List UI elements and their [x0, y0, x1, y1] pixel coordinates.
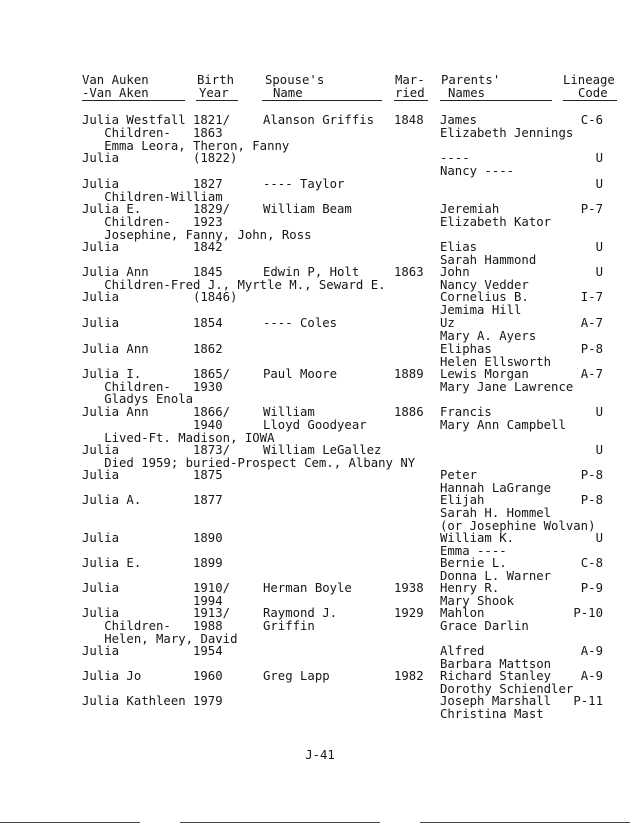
entry-name: Julia [82, 177, 120, 191]
entry-code: A-7 [580, 367, 603, 381]
entry-name: Julia [82, 581, 120, 595]
entry-name: Julia [82, 290, 120, 304]
header-rule-spouse [262, 100, 382, 101]
entry-parents: Dorothy Schiendler [440, 682, 574, 696]
entry-parents: Cornelius B. [440, 290, 529, 304]
entry-spouse: Lloyd Goodyear [263, 418, 367, 432]
header-parents-line1: Parents' [441, 73, 501, 87]
header-married-line2: ried [395, 86, 425, 100]
entry-code: C-8 [580, 556, 603, 570]
entry-name: Julia [82, 468, 120, 482]
entry-spouse: Raymond J. [263, 606, 338, 620]
entry-code: U [595, 531, 603, 545]
entry-year: 1910/ [193, 581, 231, 595]
entry-code: P-8 [580, 342, 603, 356]
entry-married: 1889 [394, 367, 424, 381]
entry-name: Julia [82, 443, 120, 457]
header-rule-birth [196, 100, 238, 101]
entry-parents: Peter [440, 468, 478, 482]
entry-code: P-9 [580, 581, 603, 595]
entry-parents: Emma ---- [440, 544, 507, 558]
entry-name: Julia Ann [82, 405, 149, 419]
entry-married: 1938 [394, 581, 424, 595]
entry-parents: Uz [440, 316, 455, 330]
entry-parents: ---- [440, 151, 470, 165]
entry-parents: Francis [440, 405, 492, 419]
header-name-line2: -Van Aken [82, 86, 149, 100]
entry-spouse: ---- Coles [263, 316, 338, 330]
entry-year: 1866/ [193, 405, 231, 419]
entry-code: U [595, 443, 603, 457]
entry-name: Julia Ann [82, 265, 149, 279]
entry-name: Children- [82, 380, 171, 394]
bottom-rule-middle [180, 822, 380, 823]
entry-parents: Mary Jane Lawrence [440, 380, 574, 394]
entry-year: 1954 [193, 644, 223, 658]
entry-parents: Nancy ---- [440, 164, 515, 178]
entry-year: 1923 [193, 215, 223, 229]
entry-parents: Mary A. Ayers [440, 329, 537, 343]
entry-parents: Barbara Mattson [440, 657, 552, 671]
entry-spouse: Edwin P, Holt [263, 265, 360, 279]
entry-year: 1960 [193, 669, 223, 683]
entry-spouse: William Beam [263, 202, 352, 216]
entry-parents: (or Josephine Wolvan) [440, 519, 596, 533]
entry-married: 1886 [394, 405, 424, 419]
entry-parents: Elizabeth Jennings [440, 126, 574, 140]
entry-name: Lived-Ft. Madison, IOWA [82, 431, 275, 445]
entry-name: Helen, Mary, David [82, 632, 238, 646]
entry-year: 1994 [193, 594, 223, 608]
entry-parents: Elias [440, 240, 478, 254]
entry-parents: William K. [440, 531, 515, 545]
entry-name: Julia Westfall [82, 113, 186, 127]
entry-code: P-8 [580, 468, 603, 482]
entry-code: U [595, 265, 603, 279]
entry-married: 1863 [394, 265, 424, 279]
entry-name: Julia A. [82, 493, 142, 507]
entry-parents: Sarah H. Hommel [440, 506, 552, 520]
entry-year: 1854 [193, 316, 223, 330]
entry-code: A-7 [580, 316, 603, 330]
entry-married: 1982 [394, 669, 424, 683]
entry-parents: Mary Ann Campbell [440, 418, 566, 432]
entry-parents: Lewis Morgan [440, 367, 529, 381]
entry-name: Gladys Enola [82, 392, 194, 406]
entry-parents: Nancy Vedder [440, 278, 529, 292]
entry-name: Josephine, Fanny, John, Ross [82, 228, 312, 242]
header-rule-married [394, 100, 428, 101]
entry-parents: Bernie L. [440, 556, 507, 570]
entry-code: P-7 [580, 202, 603, 216]
entry-parents: Grace Darlin [440, 619, 529, 633]
entry-name: Julia E. [82, 202, 142, 216]
entry-code: U [595, 405, 603, 419]
entry-name: Children- [82, 215, 171, 229]
entry-parents: Joseph Marshall [440, 694, 552, 708]
entry-parents: Elizabeth Kator [440, 215, 552, 229]
entry-year: 1979 [193, 694, 223, 708]
header-birth-line1: Birth [197, 73, 235, 87]
header-parents-line2: Names [448, 86, 486, 100]
entry-parents: Elijah [440, 493, 485, 507]
entry-year: 1890 [193, 531, 223, 545]
entry-name: Julia [82, 606, 120, 620]
entry-year: 1875 [193, 468, 223, 482]
entry-parents: James [440, 113, 478, 127]
header-name-line1: Van Auken [82, 73, 149, 87]
entry-parents: Donna L. Warner [440, 569, 552, 583]
entry-name: Julia E. [82, 556, 142, 570]
header-rule-lineage [563, 100, 617, 101]
entry-code: C-6 [580, 113, 603, 127]
entry-year: 1842 [193, 240, 223, 254]
entry-code: I-7 [580, 290, 603, 304]
header-spouse-line2: Name [273, 86, 303, 100]
entry-spouse: William LeGallez [263, 443, 382, 457]
entry-parents: Richard Stanley [440, 669, 552, 683]
entry-name: Julia I. [82, 367, 142, 381]
entry-parents: Henry R. [440, 581, 500, 595]
entry-spouse: Alanson Griffis [263, 113, 375, 127]
entry-name: Julia Jo [82, 669, 142, 683]
entry-name: Julia [82, 151, 120, 165]
page-number: J-41 [305, 748, 335, 762]
header-birth-line2: Year [199, 86, 229, 100]
entry-spouse: Herman Boyle [263, 581, 352, 595]
bottom-rule-right [420, 822, 630, 823]
entry-spouse: ---- Taylor [263, 177, 345, 191]
entry-parents: Mahlon [440, 606, 485, 620]
entry-name: Julia [82, 531, 120, 545]
entry-parents: Mary Shook [440, 594, 515, 608]
entry-parents: Hannah LaGrange [440, 481, 552, 495]
entry-year: 1873/ [193, 443, 231, 457]
entry-code: U [595, 177, 603, 191]
entry-parents: Christina Mast [440, 707, 544, 721]
entry-name: Julia Kathleen [82, 694, 186, 708]
entry-name: Julia [82, 240, 120, 254]
entry-year: (1846) [193, 290, 238, 304]
entry-spouse: William [263, 405, 315, 419]
entry-year: (1822) [193, 151, 238, 165]
header-lineage-line1: Lineage [563, 73, 615, 87]
entry-year: 1988 [193, 619, 223, 633]
entry-name: Julia [82, 644, 120, 658]
header-married-line1: Mar- [395, 73, 425, 87]
entry-year: 1821/ [193, 113, 231, 127]
bottom-rule-left [0, 822, 140, 823]
entry-code: P-8 [580, 493, 603, 507]
header-rule-name [82, 100, 185, 101]
entry-year: 1865/ [193, 367, 231, 381]
entry-year: 1863 [193, 126, 223, 140]
entry-parents: Alfred [440, 644, 485, 658]
entry-year: 1930 [193, 380, 223, 394]
entry-name: Julia [82, 316, 120, 330]
entry-code: A-9 [580, 669, 603, 683]
entry-year: 1829/ [193, 202, 231, 216]
entry-year: 1899 [193, 556, 223, 570]
entry-year: 1827 [193, 177, 223, 191]
entry-married: 1848 [394, 113, 424, 127]
entry-spouse: Paul Moore [263, 367, 338, 381]
entry-parents: Sarah Hammond [440, 253, 537, 267]
entry-code: P-10 [573, 606, 603, 620]
entry-year: 1862 [193, 342, 223, 356]
entry-year: 1913/ [193, 606, 231, 620]
entry-parents: Helen Ellsworth [440, 355, 552, 369]
entry-year: 1845 [193, 265, 223, 279]
entry-code: A-9 [580, 644, 603, 658]
entry-name: Children- [82, 126, 171, 140]
entry-name: Children-Fred J., Myrtle M., Seward E. [82, 278, 386, 292]
entry-name: Died 1959; buried-Prospect Cem., Albany NY [82, 456, 416, 470]
entry-spouse: Greg Lapp [263, 669, 330, 683]
entry-name: Julia Ann [82, 342, 149, 356]
entry-year: 1877 [193, 493, 223, 507]
entry-spouse: Griffin [263, 619, 315, 633]
entry-married: 1929 [394, 606, 424, 620]
header-spouse-line1: Spouse's [265, 73, 325, 87]
entry-name: Children-William [82, 190, 223, 204]
header-rule-parents [440, 100, 552, 101]
entry-parents: Jemima Hill [440, 303, 522, 317]
entry-code: U [595, 240, 603, 254]
entry-parents: Eliphas [440, 342, 492, 356]
entry-year: 1940 [193, 418, 223, 432]
entry-code: U [595, 151, 603, 165]
entry-parents: Jeremiah [440, 202, 500, 216]
entry-parents: John [440, 265, 470, 279]
entry-name: Emma Leora, Theron, Fanny [82, 139, 290, 153]
header-lineage-line2: Code [578, 86, 608, 100]
entry-code: P-11 [573, 694, 603, 708]
entry-name: Children- [82, 619, 171, 633]
